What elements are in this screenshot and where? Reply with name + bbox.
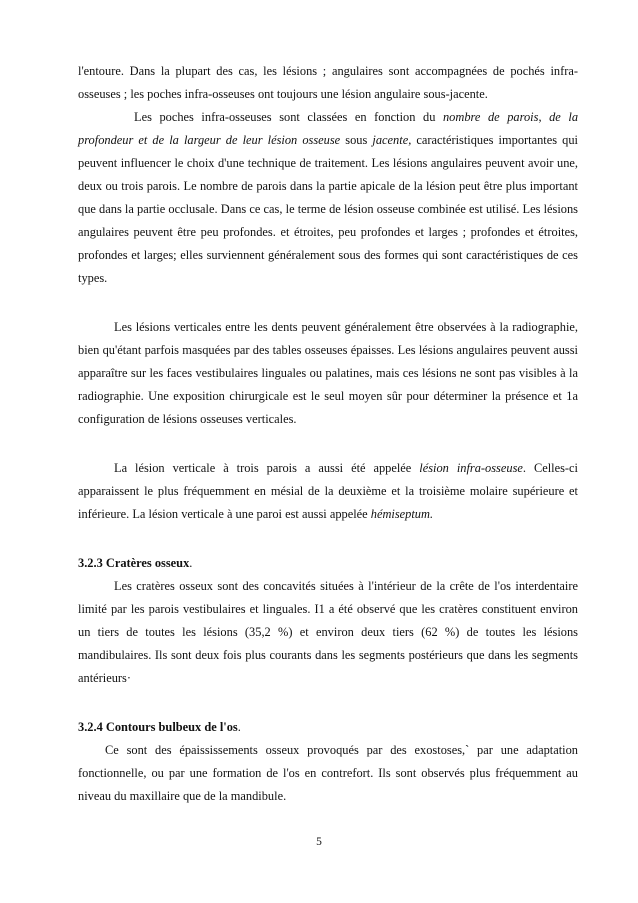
text-run: sous	[340, 133, 373, 147]
text-run: . Celles-ci apparaissent le plus fréquemment en mésial de la deuxième et la troisième molaire supérieure et inférieure. La lésion verticale à une paroi est aussi appelée	[78, 461, 579, 521]
heading-text: 3.2.3 Cratères osseux	[78, 556, 190, 570]
heading-punctuation: .	[189, 556, 193, 570]
emphasis-jacente: jacente,	[372, 133, 412, 147]
text-run: caractéristiques importantes qui peuvent influencer le choix d'une technique de traitement. Les lésions angulaires peuvent avoir une, deux ou trois parois. Le nombre de parois dans la partie apicale de la lésion peut être plus important que dans la partie occlusale. Dans ce cas, le terme de lésion osseuse combinée est utilisé. Les lésions angulaires peuvent être peu profondes. et étroites, peu profondes et larges ; profondes et étroites, profondes et larges; elles surviennent généralement sous des formes qui sont caractéristiques de ces types.	[78, 133, 578, 285]
paragraph-spacer	[78, 526, 578, 552]
paragraph-lesions-verticales: Les lésions verticales entre les dents peuvent généralement être observées à la radiographie, bien qu'étant parfois masquées par des tables osseuses épaisses. Les lésions angulaires peuvent aussi apparaître sur les faces vestibulaires linguales ou palatines, mais ces lésions ne sont pas visibles à la radiographie. Une exposition chirurgicale est le seul moyen sûr pour déterminer la présence et 1a configuration de lésions osseuses verticales.	[78, 320, 578, 426]
paragraph-spacer	[78, 431, 578, 457]
emphasis-hemiseptum: hémiseptum.	[370, 507, 434, 521]
emphasis-lesion-infra-osseuse: lésion infra-osseuse	[419, 461, 523, 475]
section-heading-crateres	[78, 552, 578, 575]
paragraph-lesion-trois-parois	[78, 457, 578, 526]
text-run: La lésion verticale à trois parois a aussi été appelée	[114, 461, 420, 475]
heading-text: 3.2.4 Contours bulbeux de l'os	[78, 720, 238, 734]
paragraph-classification	[78, 106, 578, 290]
paragraph-contours: Ce sont des épaississements osseux provoqués par des exostoses,` par une adaptation fonctionnelle, ou par une formation de l'os en contrefort. Ils sont observés plus fréquemment au niveau du maxillaire que de la mandibule.	[78, 743, 578, 803]
paragraph-poches-intro: l'entoure. Dans la plupart des cas, les lésions ; angulaires sont accompagnées de pochés infra-osseuses ; les poches infra-osseuses ont toujours une lésion angulaire sous-jacente.	[78, 64, 578, 101]
paragraph-spacer	[78, 690, 578, 716]
paragraph-spacer	[78, 290, 578, 316]
section-heading-contours	[78, 716, 578, 739]
paragraph-crateres: Les cratères osseux sont des concavités situées à l'intérieur de la crête de l'os interdentaire limité par les parois vestibulaires et linguales. I1 a été observé que les cratères constituent environ un tiers de toutes les lésions (35,2 %) et environ deux tiers (62 %) de toutes les lésions mandibulaires. Ils sont deux fois plus courants dans les segments postérieurs que dans les segments antérieurs·	[78, 579, 578, 685]
text-run: Les poches infra-osseuses sont classées en fonction du	[134, 110, 443, 124]
page-number: 5	[316, 836, 322, 848]
document-page	[78, 60, 578, 808]
emphasis-profondeur-largeur: de la profondeur et de la largeur de leur lésion osseuse	[78, 110, 579, 147]
heading-punctuation: .	[237, 720, 241, 734]
text-run: ,	[538, 110, 550, 124]
emphasis-nombre-parois: nombre de parois	[442, 110, 539, 124]
